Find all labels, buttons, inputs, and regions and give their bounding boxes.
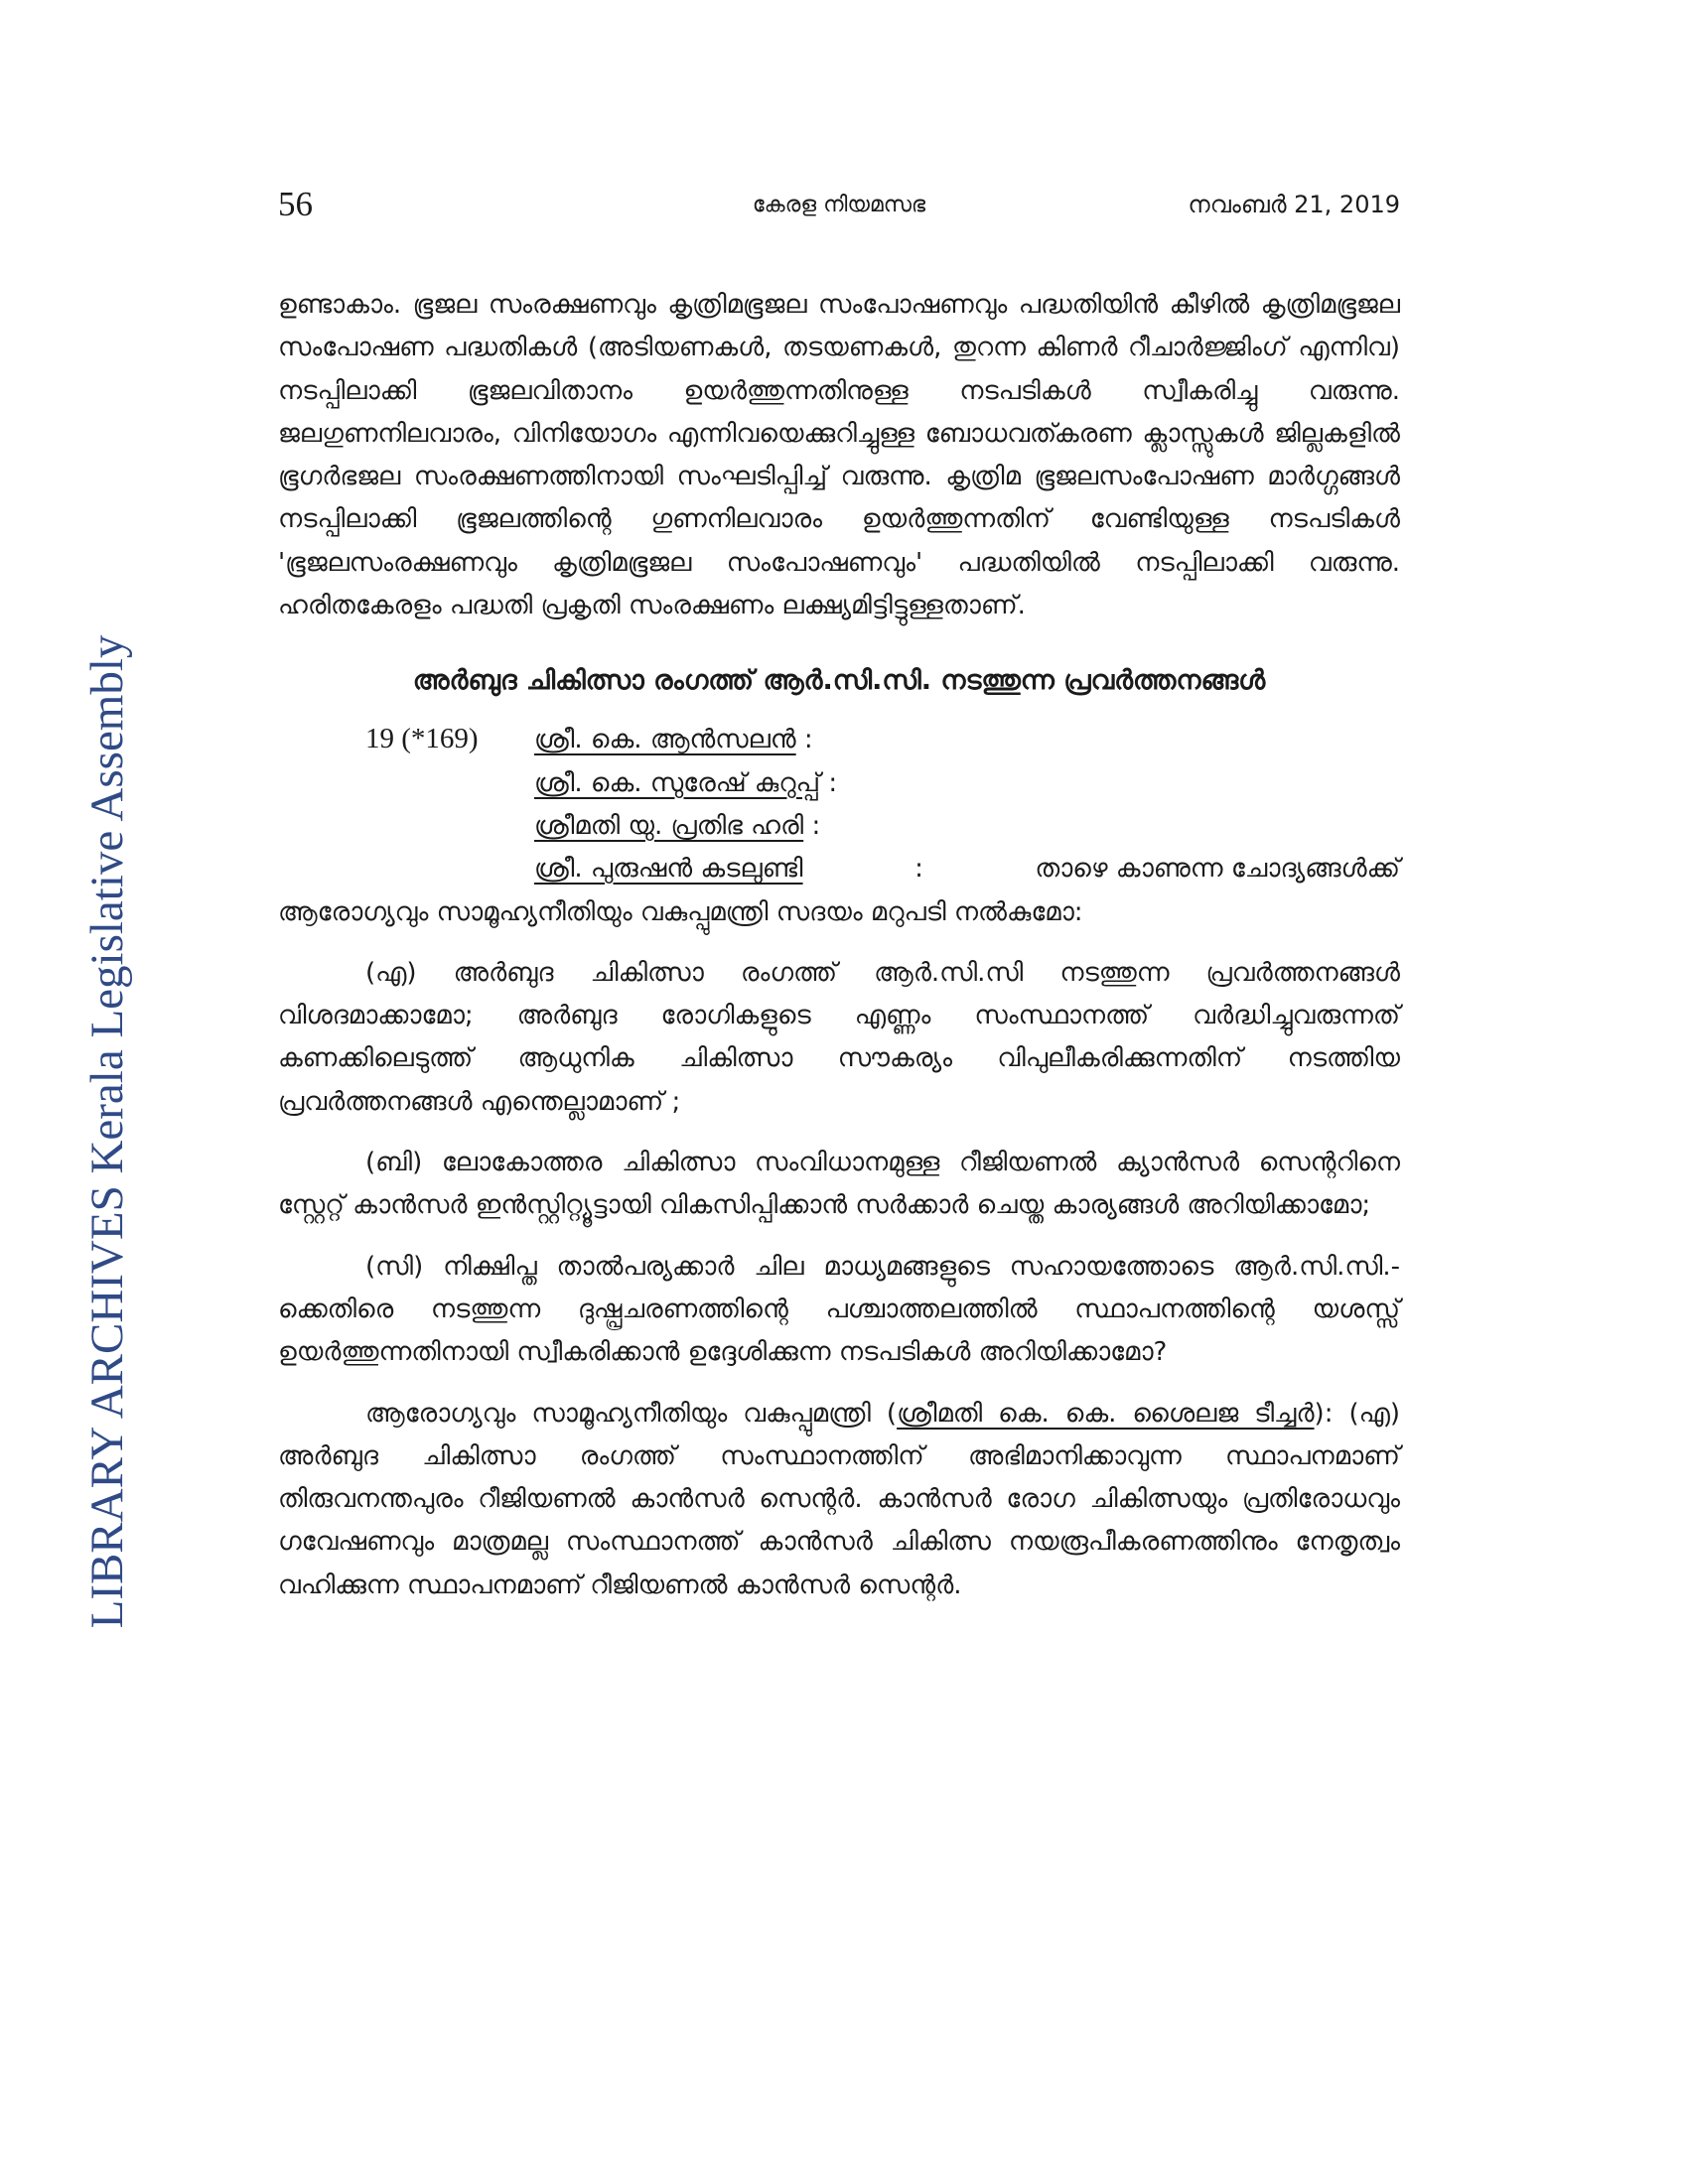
separator: :: [811, 810, 821, 841]
question-part-c: (സി) നിക്ഷിപ്ത താൽപര്യക്കാർ ചില മാധ്യമങ്ങളുടെ സഹായത്തോടെ ആർ.സി.സി.-ക്കെതിരെ നടത്തുന്ന ദുഷ്പ്രചരണത്തിന്റെ പശ്ചാത്തലത്തിൽ സ്ഥാപനത്തിന്റെ യശസ്സ് ഉയർത്തുന്നതിനായി സ്വീകരിക്കാൻ ഉദ്ദേശിക്കുന്ന നടപടികൾ അറിയിക്കാമോ?: [278, 1251, 1400, 1368]
minister-title: ആരോഗ്യവും സാമൂഹ്യനീതിയും വകുപ്പുമന്ത്രി (: [365, 1398, 898, 1429]
member-name: ശ്രീ. പുരുഷൻ കടലുണ്ടി: [534, 854, 803, 885]
page-header: [278, 185, 1400, 234]
question-part-a: (എ) അർബുദ ചികിത്സാ രംഗത്ത് ആർ.സി.സി നടത്തുന്ന പ്രവർത്തനങ്ങൾ വിശദമാക്കാമോ; അർബുദ രോഗികളുടെ എണ്ണം സംസ്ഥാനത്ത് വർദ്ധിച്ചുവരുന്നത് കണക്കിലെടുത്ത് ആധുനിക ചികിത്സാ സൗകര്യം വിപുലീകരിക്കുന്നതിന് നടത്തിയ പ്രവർത്തനങ്ങൾ എന്തെല്ലാമാണ് ;: [278, 957, 1400, 1117]
separator: :: [914, 854, 923, 885]
answer-paragraph: [278, 1393, 1400, 1607]
intro-paragraph: ഉണ്ടാകാം. ഭൂജല സംരക്ഷണവും കൃത്രിമഭൂജല സംപോഷണവും പദ്ധതിയിൻ കീഴിൽ കൃത്രിമഭൂജല സംപോഷണ പദ്ധതികൾ (അടിയണകൾ, തടയണകൾ, തുറന്ന കിണർ റീചാർജ്ജിംഗ് എന്നിവ) നടപ്പിലാക്കി ഭൂജലവിതാനം ഉയർത്തുന്നതിനുള്ള നടപടികൾ സ്വീകരിച്ചു വരുന്നു. ജലഗുണനിലവാരം, വിനിയോഗം എന്നിവയെക്കുറിച്ചുള്ള ബോധവത്കരണ ക്ലാസ്സുകൾ ജില്ലകളിൽ ഭൂഗർഭജല സംരക്ഷണത്തിനായി സംഘടിപ്പിച്ച് വരുന്നു. കൃത്രിമ ഭൂജലസംപോഷണ മാർഗ്ഗങ്ങൾ നടപ്പിലാക്കി ഭൂജലത്തിന്റെ ഗുണനിലവാരം ഉയർത്തുന്നതിന് വേണ്ടിയുള്ള നടപടികൾ 'ഭൂജലസംരക്ഷണവും കൃത്രിമഭൂജല സംപോഷണവും' പദ്ധതിയിൽ നടപ്പിലാക്കി വരുന്നു. ഹരിതകേരളം പദ്ധതി പ്രകൃതി സംരക്ഷണം ലക്ഷ്യമിട്ടിട്ടുള്ളതാണ്.: [278, 290, 1400, 621]
separator: :: [828, 767, 838, 798]
answer-text: (എ) അർബുദ ചികിത്സാ രംഗത്ത് സംസ്ഥാനത്തിന് അഭിമാനിക്കാവുന്ന സ്ഥാപനമാണ് തിരുവനന്തപുരം റീജിയണൽ കാൻസർ സെന്റർ. കാൻസർ രോഗ ചികിത്സയും പ്രതിരോധവും ഗവേഷണവും മാത്രമല്ല സംസ്ഥാനത്ത് കാൻസർ ചികിത്സ നയരൂപീകരണത്തിനും നേതൃത്വം വഹിക്കുന്ന സ്ഥാപനമാണ് റീജിയണൽ കാൻസർ സെന്റർ.: [278, 1398, 1401, 1600]
separator: :: [803, 725, 813, 755]
addressed-to: ആരോഗ്യവും സാമൂഹ്യനീതിയും വകുപ്പുമന്ത്രി സദയം മറുപടി നൽകുമോ:: [278, 896, 1083, 927]
question-part-b: (ബി) ലോകോത്തര ചികിത്സാ സംവിധാനമുള്ള റീജിയണൽ ക്യാൻസർ സെന്ററിനെ സ്റ്റേറ്റ് കാൻസർ ഇൻസ്റ്റിറ്റ്യൂട്ടായി വികസിപ്പിക്കാൻ സർക്കാർ ചെയ്ത കാര്യങ്ങൾ അറിയിക്കാമോ;: [278, 1148, 1400, 1221]
running-title: കേരള നിയമസഭ: [752, 193, 926, 217]
watermark: LIBRARY ARCHIVES Kerala Legislative Assembly: [81, 634, 133, 1629]
question-block: [278, 718, 1400, 1374]
page-number: 56: [278, 185, 313, 223]
minister-name: ശ്രീമതി കെ. കെ. ശൈലജ ടീച്ചർ: [897, 1398, 1315, 1429]
member-name: ശ്രീ. കെ. സുരേഷ് കുറുപ്പ്: [534, 767, 821, 798]
question-number: 19 (*169): [365, 723, 479, 755]
member-name: ശ്രീ. കെ. ആൻസലൻ: [534, 725, 796, 755]
header-date: നവംബർ 21, 2019: [1188, 191, 1400, 218]
document-body: [278, 284, 1400, 1607]
question-closing: താഴെ കാണുന്ന ചോദ്യങ്ങൾക്ക്: [1035, 854, 1400, 885]
member-name: ശ്രീമതി യു. പ്രതിഭ ഹരി: [534, 810, 804, 841]
section-heading: അർബുദ ചികിത്സാ രംഗത്ത് ആർ.സി.സി. നടത്തുന്ന പ്രവർത്തനങ്ങൾ: [412, 665, 1266, 697]
minister-close: ):: [1314, 1398, 1334, 1429]
